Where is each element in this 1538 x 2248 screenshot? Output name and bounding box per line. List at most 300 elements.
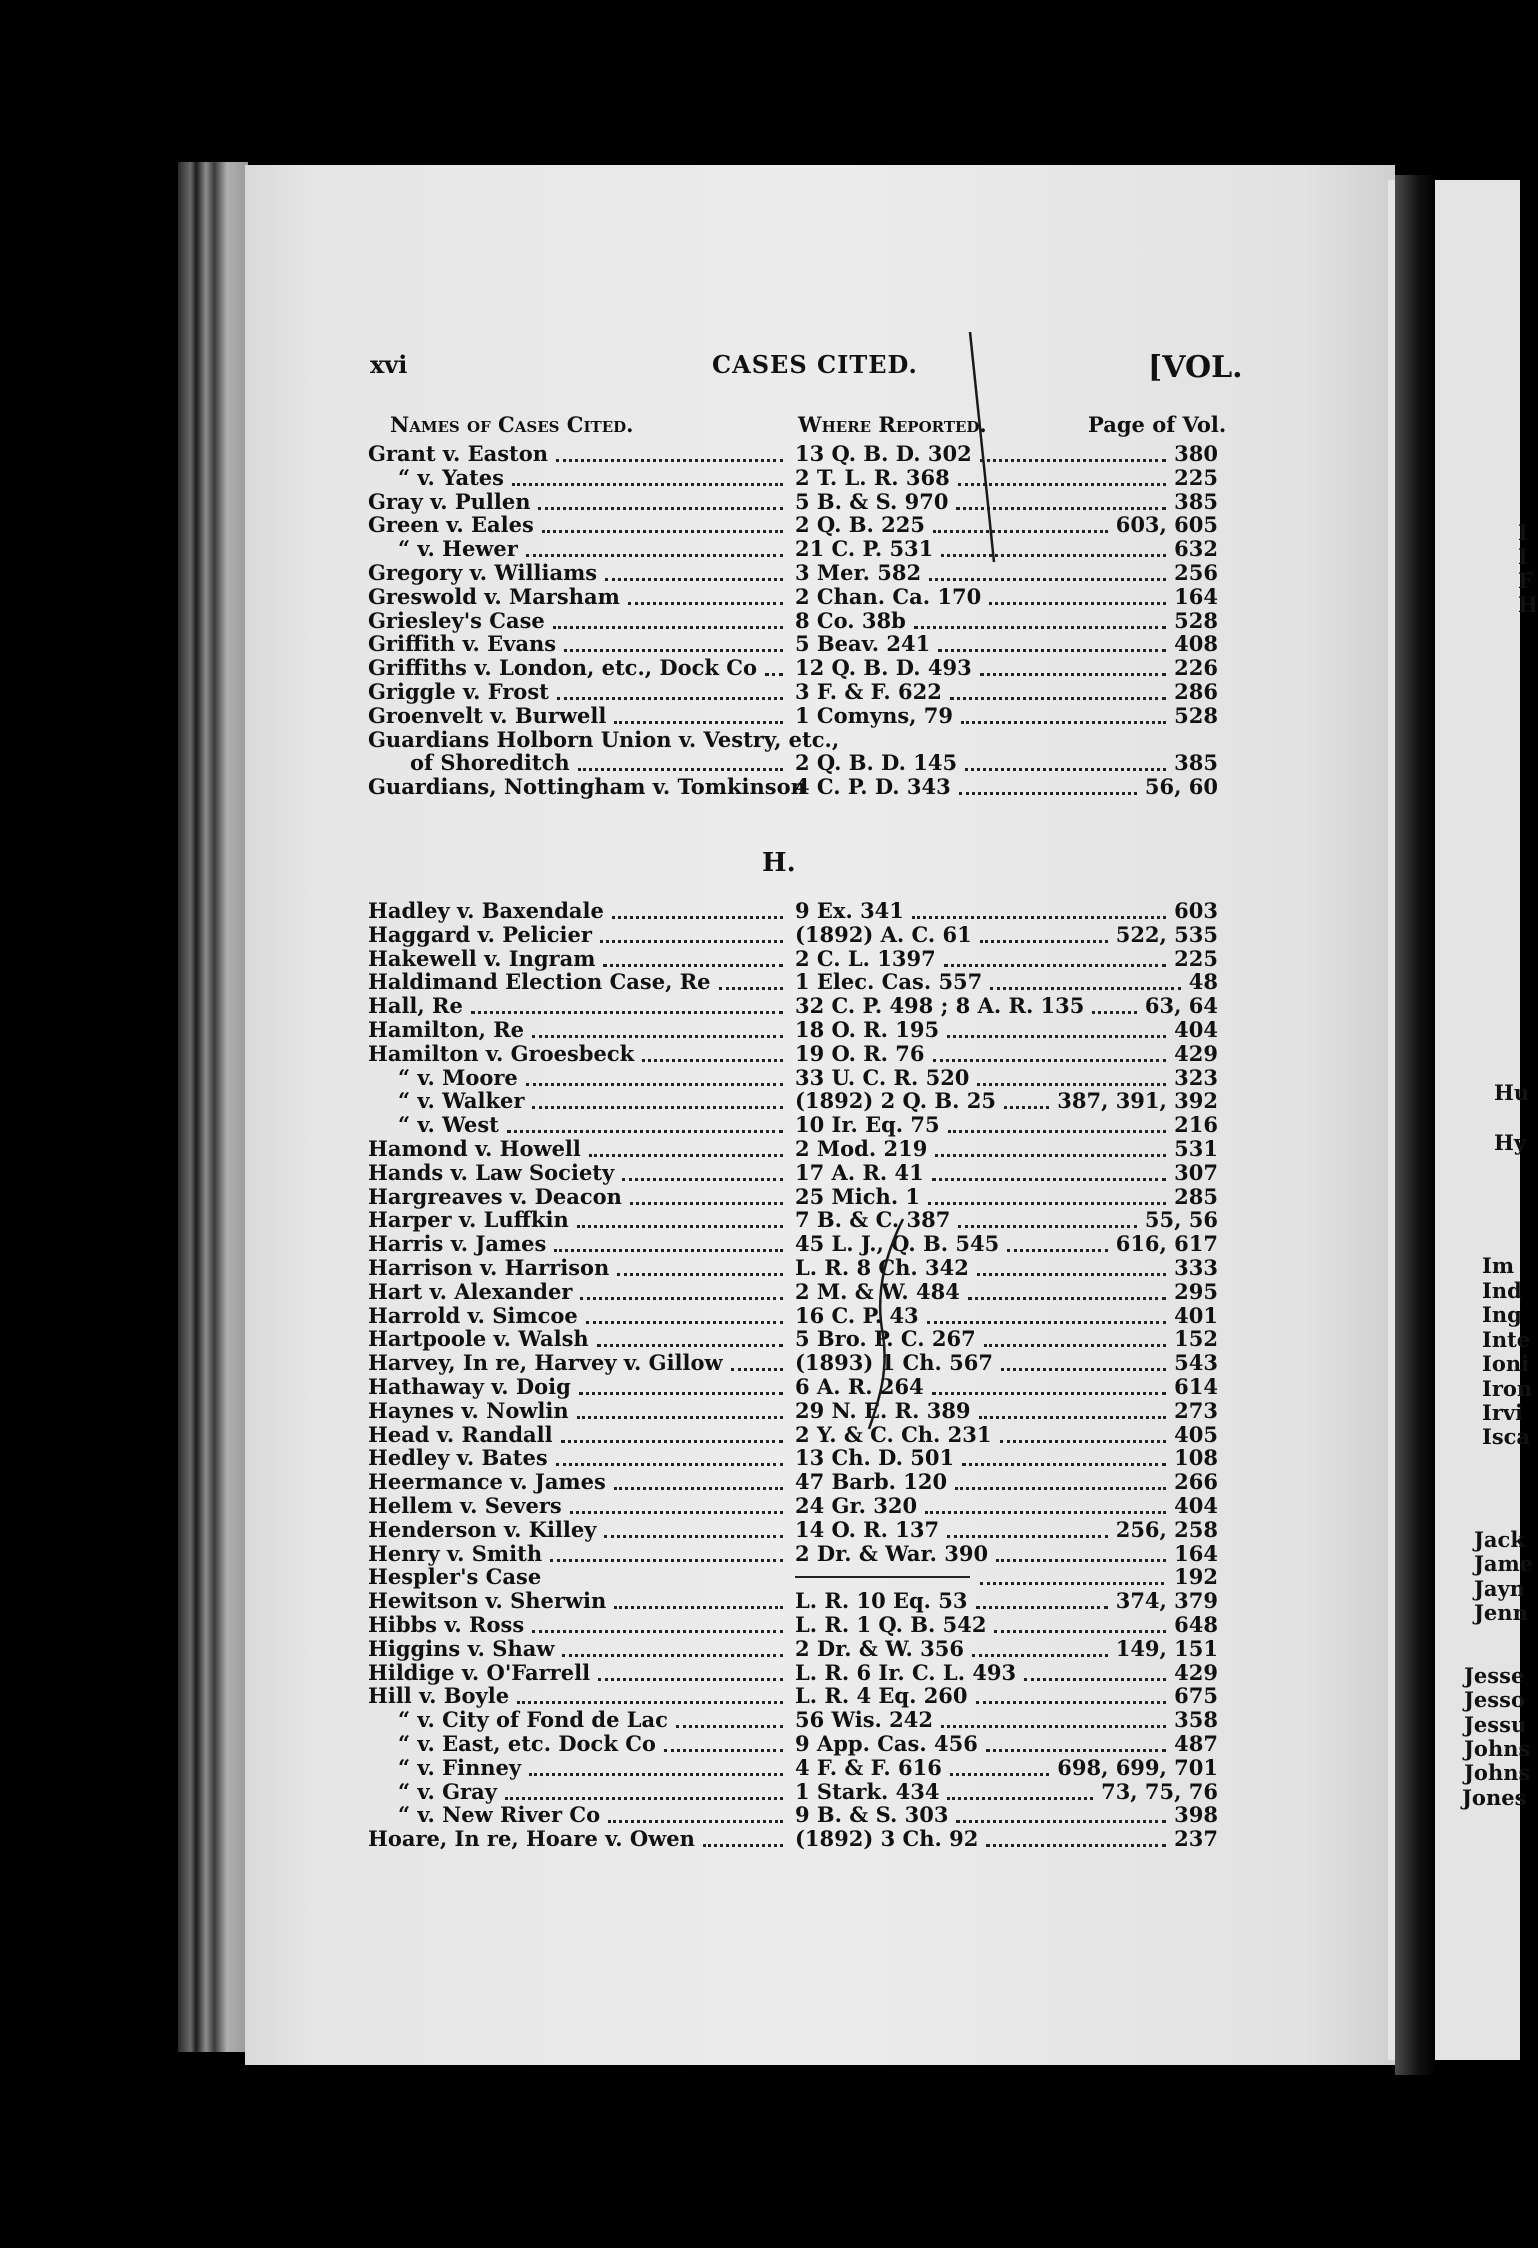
case-reporter: (1892) 2 Q. B. 25: [795, 1088, 997, 1114]
leader-dots: [933, 1057, 1167, 1062]
case-name: Hewitson v. Sherwin: [368, 1588, 607, 1614]
leader-dots: [605, 576, 783, 581]
leader-dots: [1024, 1676, 1166, 1681]
case-row: [368, 1446, 1218, 1470]
leader-dots: [505, 1795, 783, 1800]
case-name: “ v. East, etc. Dock Co: [398, 1731, 656, 1756]
case-page: 273: [1174, 1397, 1218, 1423]
leader-dots: [542, 528, 783, 533]
case-reporter: 1 Stark. 434: [795, 1778, 940, 1804]
case-page: 401: [1174, 1302, 1218, 1328]
leader-dots: [622, 1176, 783, 1181]
leader-dots: [941, 1723, 1166, 1728]
case-reporter: 2 Dr. & W. 356: [795, 1635, 964, 1661]
case-row: [368, 1423, 1218, 1447]
case-page: 216: [1174, 1112, 1218, 1138]
leader-dots: [507, 1128, 783, 1133]
leader-dots: [471, 1009, 783, 1014]
case-page: 528: [1174, 702, 1218, 728]
facing-page-fragment: Ind: [1482, 1278, 1522, 1303]
case-row: [368, 1089, 1218, 1113]
case-name: Griesley's Case: [368, 607, 545, 633]
case-name: Harrison v. Harrison: [368, 1255, 610, 1280]
case-row: [368, 1803, 1218, 1827]
case-reporter: 13 Q. B. D. 302: [795, 441, 972, 466]
case-row: [368, 1042, 1218, 1066]
facing-page-fragment: H: [1518, 592, 1538, 617]
case-reporter: (1893) 1 Ch. 567: [795, 1350, 993, 1376]
facing-page-fragment: Inte: [1482, 1327, 1531, 1352]
case-name: Green v. Eales: [368, 512, 534, 538]
leader-dots: [579, 1390, 783, 1395]
leader-dots: [765, 671, 783, 676]
case-page: 614: [1174, 1374, 1218, 1399]
case-row: [368, 947, 1218, 971]
facing-page-fragment: Jessu: [1464, 1712, 1527, 1737]
leader-dots: [990, 985, 1180, 990]
leader-dots: [932, 1176, 1166, 1181]
facing-page-fragment: Irvi: [1482, 1400, 1524, 1425]
case-row: [368, 490, 1218, 514]
leader-dots: [1007, 1247, 1107, 1252]
case-row: [368, 1137, 1218, 1161]
leader-dots: [703, 1842, 783, 1847]
leader-dots: [589, 1152, 783, 1157]
leader-dots: [914, 624, 1166, 629]
case-name: Harris v. James: [368, 1231, 547, 1257]
case-name: Grant v. Easton: [368, 441, 549, 466]
facing-page-fragment: Jones: [1462, 1785, 1527, 1810]
case-reporter: 17 A. R. 41: [795, 1159, 924, 1185]
case-page: 226: [1174, 655, 1218, 681]
leader-dots: [965, 766, 1166, 771]
case-reporter: 45 L. J., Q. B. 545: [795, 1231, 1000, 1257]
case-name: of Shoreditch: [410, 750, 570, 776]
case-name: Greswold v. Marsham: [368, 583, 620, 609]
case-page: 408: [1174, 631, 1218, 657]
blank-reporter-rule: [795, 1576, 970, 1578]
leader-dots: [614, 719, 783, 724]
case-page: 404: [1174, 1017, 1218, 1042]
case-row: [368, 704, 1218, 728]
leader-dots: [944, 962, 1166, 967]
case-reporter: 2 Q. B. 225: [795, 512, 925, 538]
case-name: “ v. Hewer: [398, 536, 518, 562]
case-name: Hedley v. Bates: [368, 1445, 548, 1471]
case-row: [368, 1589, 1218, 1613]
case-page: 387, 391, 392: [1057, 1088, 1218, 1114]
facing-page-fragment: I: [1518, 544, 1528, 569]
facing-page-fragment: Iron: [1482, 1376, 1533, 1401]
case-row: [368, 970, 1218, 994]
leader-dots: [994, 1628, 1166, 1633]
leader-dots: [642, 1057, 783, 1062]
case-reporter: 9 Ex. 341: [795, 898, 904, 923]
case-row: [368, 923, 1218, 947]
case-page: 385: [1174, 488, 1218, 514]
case-row: [368, 1661, 1218, 1685]
leader-dots: [955, 1485, 1166, 1490]
leader-dots: [532, 1628, 783, 1633]
case-row: [368, 561, 1218, 585]
leader-dots: [529, 1771, 783, 1776]
case-row: [368, 1018, 1218, 1042]
case-reporter: 2 T. L. R. 368: [795, 464, 950, 490]
case-row: [368, 656, 1218, 680]
case-name: “ v. West: [398, 1112, 499, 1138]
case-name: Henry v. Smith: [368, 1540, 543, 1566]
case-page: 603, 605: [1115, 512, 1218, 538]
case-page: 616, 617: [1115, 1231, 1218, 1257]
leader-dots: [557, 695, 783, 700]
case-row: [368, 899, 1218, 923]
leader-dots: [526, 1081, 783, 1086]
leader-dots: [968, 1295, 1166, 1300]
leader-dots: [986, 1747, 1166, 1752]
case-reporter: (1892) A. C. 61: [795, 921, 972, 947]
case-name: Griggle v. Frost: [368, 679, 549, 704]
case-name: Groenvelt v. Burwell: [368, 702, 607, 728]
case-name: Harvey, In re, Harvey v. Gillow: [368, 1350, 723, 1376]
leader-dots: [719, 985, 783, 990]
case-name: Higgins v. Shaw: [368, 1635, 555, 1661]
case-row: [368, 680, 1218, 704]
leader-dots: [980, 1580, 1164, 1585]
case-reporter: 7 B. & C. 387: [795, 1207, 951, 1233]
case-page: 543: [1174, 1350, 1218, 1376]
case-row: [368, 1780, 1218, 1804]
case-row: [368, 1518, 1218, 1542]
case-reporter: 14 O. R. 137: [795, 1516, 940, 1542]
case-reporter: 6 A. R. 264: [795, 1374, 924, 1399]
case-row: [368, 1756, 1218, 1780]
case-page: 237: [1174, 1826, 1218, 1852]
case-page: 307: [1174, 1159, 1218, 1185]
leader-dots: [1004, 1104, 1049, 1109]
volume-marker: [VOL.: [1148, 350, 1243, 385]
case-row: [368, 1351, 1218, 1375]
case-row: [368, 1375, 1218, 1399]
case-row: [368, 466, 1218, 490]
case-page: 266: [1174, 1469, 1218, 1495]
case-name: Hamilton v. Groesbeck: [368, 1040, 635, 1066]
facing-page-fragment: Im: [1482, 1253, 1515, 1278]
case-name: Griffiths v. London, etc., Dock Co: [368, 655, 757, 681]
case-name: Hall, Re: [368, 993, 463, 1019]
facing-page-fragment: Jesso: [1464, 1687, 1525, 1712]
case-reporter: 3 Mer. 582: [795, 560, 922, 585]
case-name: Harper v. Luffkin: [368, 1207, 569, 1233]
case-reporter: 8 Co. 38b: [795, 607, 906, 633]
case-page: 675: [1174, 1683, 1218, 1709]
leader-dots: [938, 647, 1166, 652]
case-name: Hart v. Alexander: [368, 1278, 573, 1304]
leader-dots: [614, 1604, 783, 1609]
case-name: Heermance v. James: [368, 1469, 606, 1495]
case-name: Hands v. Law Society: [368, 1159, 615, 1185]
case-row: [368, 1185, 1218, 1209]
facing-page-fragment: Ioni: [1482, 1351, 1530, 1376]
facing-page-fragment: Jame: [1474, 1551, 1534, 1576]
leader-dots: [603, 962, 783, 967]
case-reporter: 2 Mod. 219: [795, 1136, 928, 1161]
leader-dots: [612, 914, 783, 919]
facing-page-fragment: F: [1518, 568, 1533, 593]
case-page: 531: [1174, 1136, 1218, 1161]
leader-dots: [986, 1842, 1166, 1847]
leader-dots: [731, 1366, 783, 1371]
leader-dots: [980, 938, 1108, 943]
case-page: 405: [1174, 1421, 1218, 1447]
book-spine: [178, 162, 248, 2052]
case-reporter: (1892) 3 Ch. 92: [795, 1826, 979, 1852]
leader-dots: [564, 647, 783, 652]
leader-dots: [556, 457, 783, 462]
leader-dots: [578, 766, 783, 771]
case-reporter: 2 Chan. Ca. 170: [795, 583, 982, 609]
case-row: [368, 1113, 1218, 1137]
leader-dots: [676, 1723, 783, 1728]
page-title: CASES CITED.: [712, 350, 918, 379]
leader-dots: [532, 1033, 783, 1038]
section-heading-h: H.: [762, 848, 796, 878]
case-page: 528: [1174, 607, 1218, 633]
column-header-page: Page of Vol.: [1088, 412, 1227, 437]
leader-dots: [532, 1104, 783, 1109]
case-name: “ v. City of Fond de Lac: [398, 1707, 668, 1733]
case-name: Hespler's Case: [368, 1564, 542, 1590]
column-header-names: Names of Cases Cited.: [390, 412, 634, 437]
case-reporter: 21 C. P. 531: [795, 536, 934, 562]
case-page: 404: [1174, 1493, 1218, 1518]
leader-dots: [664, 1747, 783, 1752]
leader-dots: [989, 600, 1166, 605]
case-row: [368, 1304, 1218, 1328]
leader-dots: [927, 1319, 1166, 1324]
case-row: [368, 1827, 1218, 1851]
case-row: [368, 1256, 1218, 1280]
leader-dots: [538, 505, 783, 510]
case-page: 323: [1174, 1064, 1218, 1090]
case-name: Hamond v. Howell: [368, 1136, 581, 1161]
leader-dots: [932, 1390, 1166, 1395]
case-name: Guardians Holborn Union v. Vestry, etc.,: [368, 726, 840, 752]
case-name: Hibbs v. Ross: [368, 1612, 525, 1637]
case-name: Haynes v. Nowlin: [368, 1397, 569, 1423]
case-row: [368, 1208, 1218, 1232]
case-reporter: 9 B. & S. 303: [795, 1802, 949, 1828]
leader-dots: [630, 1200, 783, 1205]
case-row: [368, 994, 1218, 1018]
leader-dots: [628, 600, 783, 605]
case-page: 225: [1174, 464, 1218, 490]
case-reporter: L. R. 8 Ch. 342: [795, 1255, 969, 1280]
case-page: 522, 535: [1115, 921, 1218, 947]
leader-dots: [996, 1557, 1166, 1562]
pen-stroke-mark: [960, 330, 1020, 570]
case-page: 73, 75, 76: [1101, 1778, 1218, 1804]
case-name: Guardians, Nottingham v. Tomkinson: [368, 774, 806, 800]
leader-dots: [553, 624, 783, 629]
case-page: 698, 699, 701: [1057, 1754, 1218, 1780]
case-reporter: 2 M. & W. 484: [795, 1278, 960, 1304]
leader-dots: [517, 1699, 783, 1704]
case-name: Haggard v. Pelicier: [368, 921, 592, 947]
case-reporter: L. R. 4 Eq. 260: [795, 1683, 968, 1709]
leader-dots: [976, 1604, 1108, 1609]
case-name: “ v. New River Co: [398, 1802, 601, 1828]
facing-page-fragment: Hu: [1494, 1080, 1530, 1105]
facing-page-fragment: I: [1518, 520, 1528, 545]
case-reporter: 3 F. & F. 622: [795, 679, 942, 704]
case-name: Hakewell v. Ingram: [368, 945, 596, 971]
facing-page-fragment: Jenn: [1474, 1600, 1528, 1625]
leader-dots: [961, 719, 1166, 724]
leader-dots: [550, 1557, 783, 1562]
case-name: Hildige v. O'Farrell: [368, 1659, 591, 1685]
case-row: [368, 728, 1218, 752]
case-reporter: 5 Bro. P. C. 267: [795, 1326, 976, 1352]
case-reporter: L. R. 1 Q. B. 542: [795, 1612, 987, 1637]
case-name: “ v. Gray: [398, 1778, 497, 1804]
leader-dots: [972, 1652, 1108, 1657]
case-row: [368, 1232, 1218, 1256]
case-row: [368, 585, 1218, 609]
leader-dots: [1000, 1438, 1167, 1443]
leader-dots: [935, 1152, 1166, 1157]
leader-dots: [604, 1533, 783, 1538]
case-row: [368, 632, 1218, 656]
leader-dots: [950, 1771, 1049, 1776]
case-row: [368, 1637, 1218, 1661]
facing-page-fragment: Jack: [1474, 1527, 1525, 1552]
case-row: [368, 1684, 1218, 1708]
column-header-where-reported: Where Reported.: [798, 412, 987, 437]
case-reporter: 5 B. & S. 970: [795, 488, 949, 514]
leader-dots: [614, 1485, 783, 1490]
case-name: Griffith v. Evans: [368, 631, 557, 657]
case-reporter: 1 Elec. Cas. 557: [795, 969, 983, 995]
case-page: 295: [1174, 1278, 1218, 1304]
case-reporter: 2 Dr. & War. 390: [795, 1540, 989, 1566]
leader-dots: [608, 1818, 783, 1823]
leader-dots: [577, 1414, 783, 1419]
case-name: Gray v. Pullen: [368, 488, 531, 514]
case-page: 63, 64: [1144, 993, 1218, 1019]
case-name: “ v. Yates: [398, 464, 504, 490]
leader-dots: [586, 1319, 783, 1324]
case-reporter: 2 Q. B. D. 145: [795, 750, 958, 776]
case-page: 56, 60: [1144, 774, 1218, 800]
case-page: 164: [1174, 583, 1218, 609]
case-name: Head v. Randall: [368, 1421, 553, 1447]
case-reporter: 16 C. P. 43: [795, 1302, 919, 1328]
case-reporter: 19 O. R. 76: [795, 1040, 925, 1066]
case-reporter: 18 O. R. 195: [795, 1017, 940, 1042]
case-name: Harrold v. Simcoe: [368, 1302, 578, 1328]
leader-dots: [977, 1081, 1166, 1086]
leader-dots: [948, 1128, 1167, 1133]
leader-dots: [577, 1223, 783, 1228]
case-name: “ v. Walker: [398, 1088, 525, 1114]
case-row: [368, 1565, 1218, 1589]
case-reporter: L. R. 10 Eq. 53: [795, 1588, 968, 1614]
case-row: [368, 1732, 1218, 1756]
case-reporter: 29 N. E. R. 389: [795, 1397, 971, 1423]
case-page: 398: [1174, 1802, 1218, 1828]
case-name: Hoare, In re, Hoare v. Owen: [368, 1826, 695, 1852]
case-row: [368, 1542, 1218, 1566]
case-row: [368, 1066, 1218, 1090]
case-name: Henderson v. Killey: [368, 1516, 597, 1542]
case-page: 285: [1174, 1183, 1218, 1209]
case-page: 429: [1174, 1659, 1218, 1685]
case-row: [368, 1613, 1218, 1637]
leader-dots: [947, 1795, 1093, 1800]
leader-dots: [958, 1223, 1137, 1228]
case-page: 333: [1174, 1255, 1218, 1280]
case-name: Hathaway v. Doig: [368, 1374, 571, 1399]
case-page: 429: [1174, 1040, 1218, 1066]
case-reporter: 1 Comyns, 79: [795, 702, 954, 728]
leader-dots: [561, 1438, 783, 1443]
case-page: 192: [1174, 1564, 1218, 1590]
case-row: [368, 1470, 1218, 1494]
case-row: [368, 1494, 1218, 1518]
case-reporter: 9 App. Cas. 456: [795, 1731, 978, 1756]
leader-dots: [570, 1509, 783, 1514]
case-page: 108: [1174, 1445, 1218, 1471]
case-reporter: 10 Ir. Eq. 75: [795, 1112, 940, 1138]
case-row: [368, 537, 1218, 561]
leader-dots: [925, 1509, 1166, 1514]
case-page: 286: [1174, 679, 1218, 704]
facing-page-fragment: Jesse: [1464, 1663, 1525, 1688]
leader-dots: [598, 1676, 783, 1681]
case-page: 632: [1174, 536, 1218, 562]
leader-dots: [959, 790, 1137, 795]
leader-dots: [984, 1342, 1166, 1347]
leader-dots: [597, 1342, 783, 1347]
leader-dots: [912, 914, 1166, 919]
case-page: 358: [1174, 1707, 1218, 1733]
case-row: [368, 1280, 1218, 1304]
leader-dots: [962, 1461, 1166, 1466]
case-page: 374, 379: [1115, 1588, 1218, 1614]
case-row: [368, 1399, 1218, 1423]
case-page: 380: [1174, 441, 1218, 466]
case-name: Hamilton, Re: [368, 1017, 525, 1042]
case-reporter: 4 F. & F. 616: [795, 1754, 942, 1780]
case-reporter: 25 Mich. 1: [795, 1183, 921, 1209]
leader-dots: [929, 576, 1166, 581]
leader-dots: [980, 671, 1166, 676]
facing-page-fragment: Ing: [1482, 1302, 1522, 1327]
leader-dots: [600, 938, 783, 943]
case-reporter: 4 C. P. D. 343: [795, 774, 951, 800]
leader-dots: [1001, 1366, 1166, 1371]
case-reporter: 13 Ch. D. 501: [795, 1445, 955, 1471]
case-page: 385: [1174, 750, 1218, 776]
pen-stroke-mark-2: [855, 1215, 915, 1435]
case-row: [368, 513, 1218, 537]
case-name: Hill v. Boyle: [368, 1683, 510, 1709]
leader-dots: [1092, 1009, 1137, 1014]
case-reporter: 5 Beav. 241: [795, 631, 931, 657]
facing-page-fragment: Isca: [1482, 1424, 1531, 1449]
page-gutter-shadow: [1395, 175, 1435, 2075]
case-row: [368, 609, 1218, 633]
